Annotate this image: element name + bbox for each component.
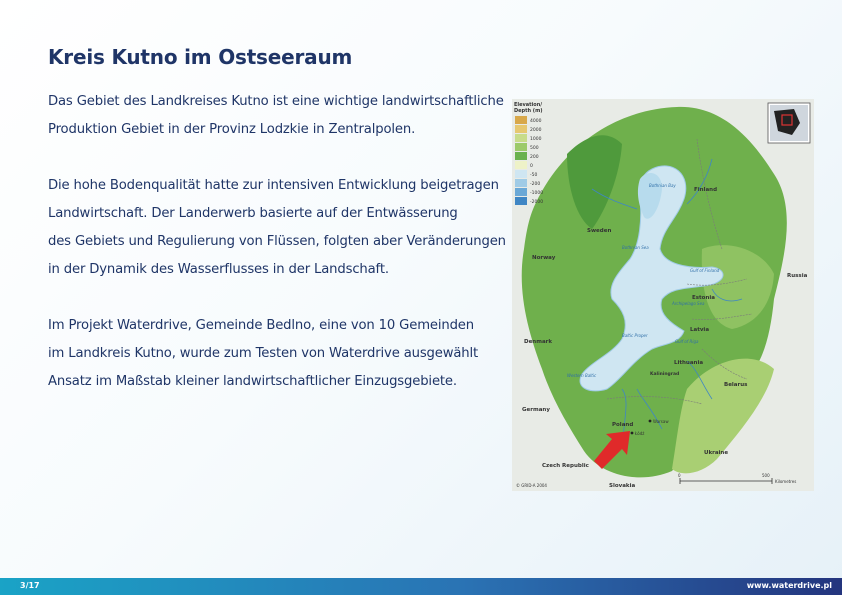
- legend-swatch: [515, 143, 527, 151]
- paragraph-intro: [48, 88, 504, 144]
- paragraph-soil: [48, 172, 506, 284]
- paragraph-project: [48, 312, 498, 396]
- label-bothnian-bay: Bothnian Bay: [649, 183, 676, 188]
- legend-swatch: [515, 197, 527, 205]
- label-germany: Germany: [522, 407, 550, 413]
- label-estonia: Estonia: [692, 295, 715, 301]
- legend-value: -200: [530, 182, 541, 187]
- text-line: Ansatz im Maßstab kleiner landwirtschaftlicher Einzugsgebiete.: [48, 374, 457, 389]
- label-poland: Poland: [612, 422, 634, 428]
- label-belarus: Belarus: [724, 382, 748, 388]
- slide-title: Kreis Kutno im Ostseeraum: [48, 45, 353, 69]
- legend-swatch: [515, 134, 527, 142]
- website-link[interactable]: www.waterdrive.pl: [746, 581, 832, 590]
- label-warsaw: Warsaw: [653, 419, 669, 424]
- legend-value: 0: [530, 164, 533, 169]
- text-line: in der Dynamik des Wasserflusses in der Landschaft.: [48, 262, 389, 277]
- text-line: im Landkreis Kutno, wurde zum Testen von Waterdrive ausgewählt: [48, 346, 479, 361]
- legend-value: 500: [530, 146, 539, 151]
- scale-max: 500: [762, 473, 770, 478]
- legend-swatch: [515, 179, 527, 187]
- map-credit: © GRID-A 2004: [516, 483, 547, 488]
- legend-swatch: [515, 188, 527, 196]
- label-slovakia: Slovakia: [609, 483, 636, 489]
- label-czech-republic: Czech Republic: [542, 463, 589, 469]
- label-bothnian-sea: Bothnian Sea: [622, 245, 649, 250]
- legend-value: 4000: [530, 119, 542, 124]
- label-gulf-of-riga: Gulf of Riga: [675, 339, 699, 344]
- label-ukraine: Ukraine: [704, 450, 729, 456]
- scale-zero: 0: [678, 473, 681, 478]
- legend-swatch: [515, 161, 527, 169]
- label-sweden: Sweden: [587, 228, 612, 234]
- label-baltic-proper: Baltic Proper: [622, 333, 648, 338]
- legend-value: -50: [530, 173, 538, 178]
- label-western-baltic: Western Baltic: [567, 373, 597, 378]
- text-line: Landwirtschaft. Der Landerwerb basierte auf der Entwässerung: [48, 206, 458, 221]
- label-kaliningrad: Kaliningrad: [650, 372, 680, 377]
- text-line: Im Projekt Waterdrive, Gemeinde Bedlno, eine von 10 Gemeinden: [48, 318, 474, 333]
- text-line: Das Gebiet des Landkreises Kutno ist eine wichtige landwirtschaftliche: [48, 94, 504, 109]
- label-denmark: Denmark: [524, 339, 553, 345]
- slide-body: [48, 88, 506, 424]
- legend-value: 200: [530, 155, 539, 160]
- inset-locator-map: [768, 103, 810, 143]
- legend-title: Depth (m): [514, 108, 543, 114]
- legend-value: 1000: [530, 137, 542, 142]
- label-latvia: Latvia: [690, 327, 710, 333]
- legend-value: -2000: [530, 200, 544, 205]
- city-marker: [649, 420, 652, 423]
- label-lithuania: Lithuania: [674, 360, 704, 366]
- scale-unit: Kilometres: [775, 479, 797, 484]
- legend-swatch: [515, 125, 527, 133]
- label-gulf-of-finland: Gulf of Finland: [690, 268, 720, 273]
- text-line: Produktion Gebiet in der Provinz Lodzkie in Zentralpolen.: [48, 122, 416, 137]
- text-line: des Gebiets und Regulierung von Flüssen, folgten aber Veränderungen: [48, 234, 506, 249]
- city-marker: [631, 432, 634, 435]
- label-archipelago-sea: Archipelago Sea: [672, 301, 705, 306]
- legend-swatch: [515, 170, 527, 178]
- legend-value: -1000: [530, 191, 544, 196]
- text-line: Die hohe Bodenqualität hatte zur intensiven Entwicklung beigetragen: [48, 178, 499, 193]
- legend-swatch: [515, 152, 527, 160]
- label-lodz: Łódź: [635, 431, 645, 436]
- label-norway: Norway: [532, 255, 556, 261]
- legend-swatch: [515, 116, 527, 124]
- legend-value: 2000: [530, 128, 542, 133]
- baltic-region-map: [512, 99, 814, 491]
- page-number: 3/17: [20, 581, 40, 590]
- legend-title: Elevation/: [514, 102, 543, 108]
- label-finland: Finland: [694, 187, 718, 193]
- label-russia: Russia: [787, 273, 808, 279]
- footer-bar: [0, 578, 842, 595]
